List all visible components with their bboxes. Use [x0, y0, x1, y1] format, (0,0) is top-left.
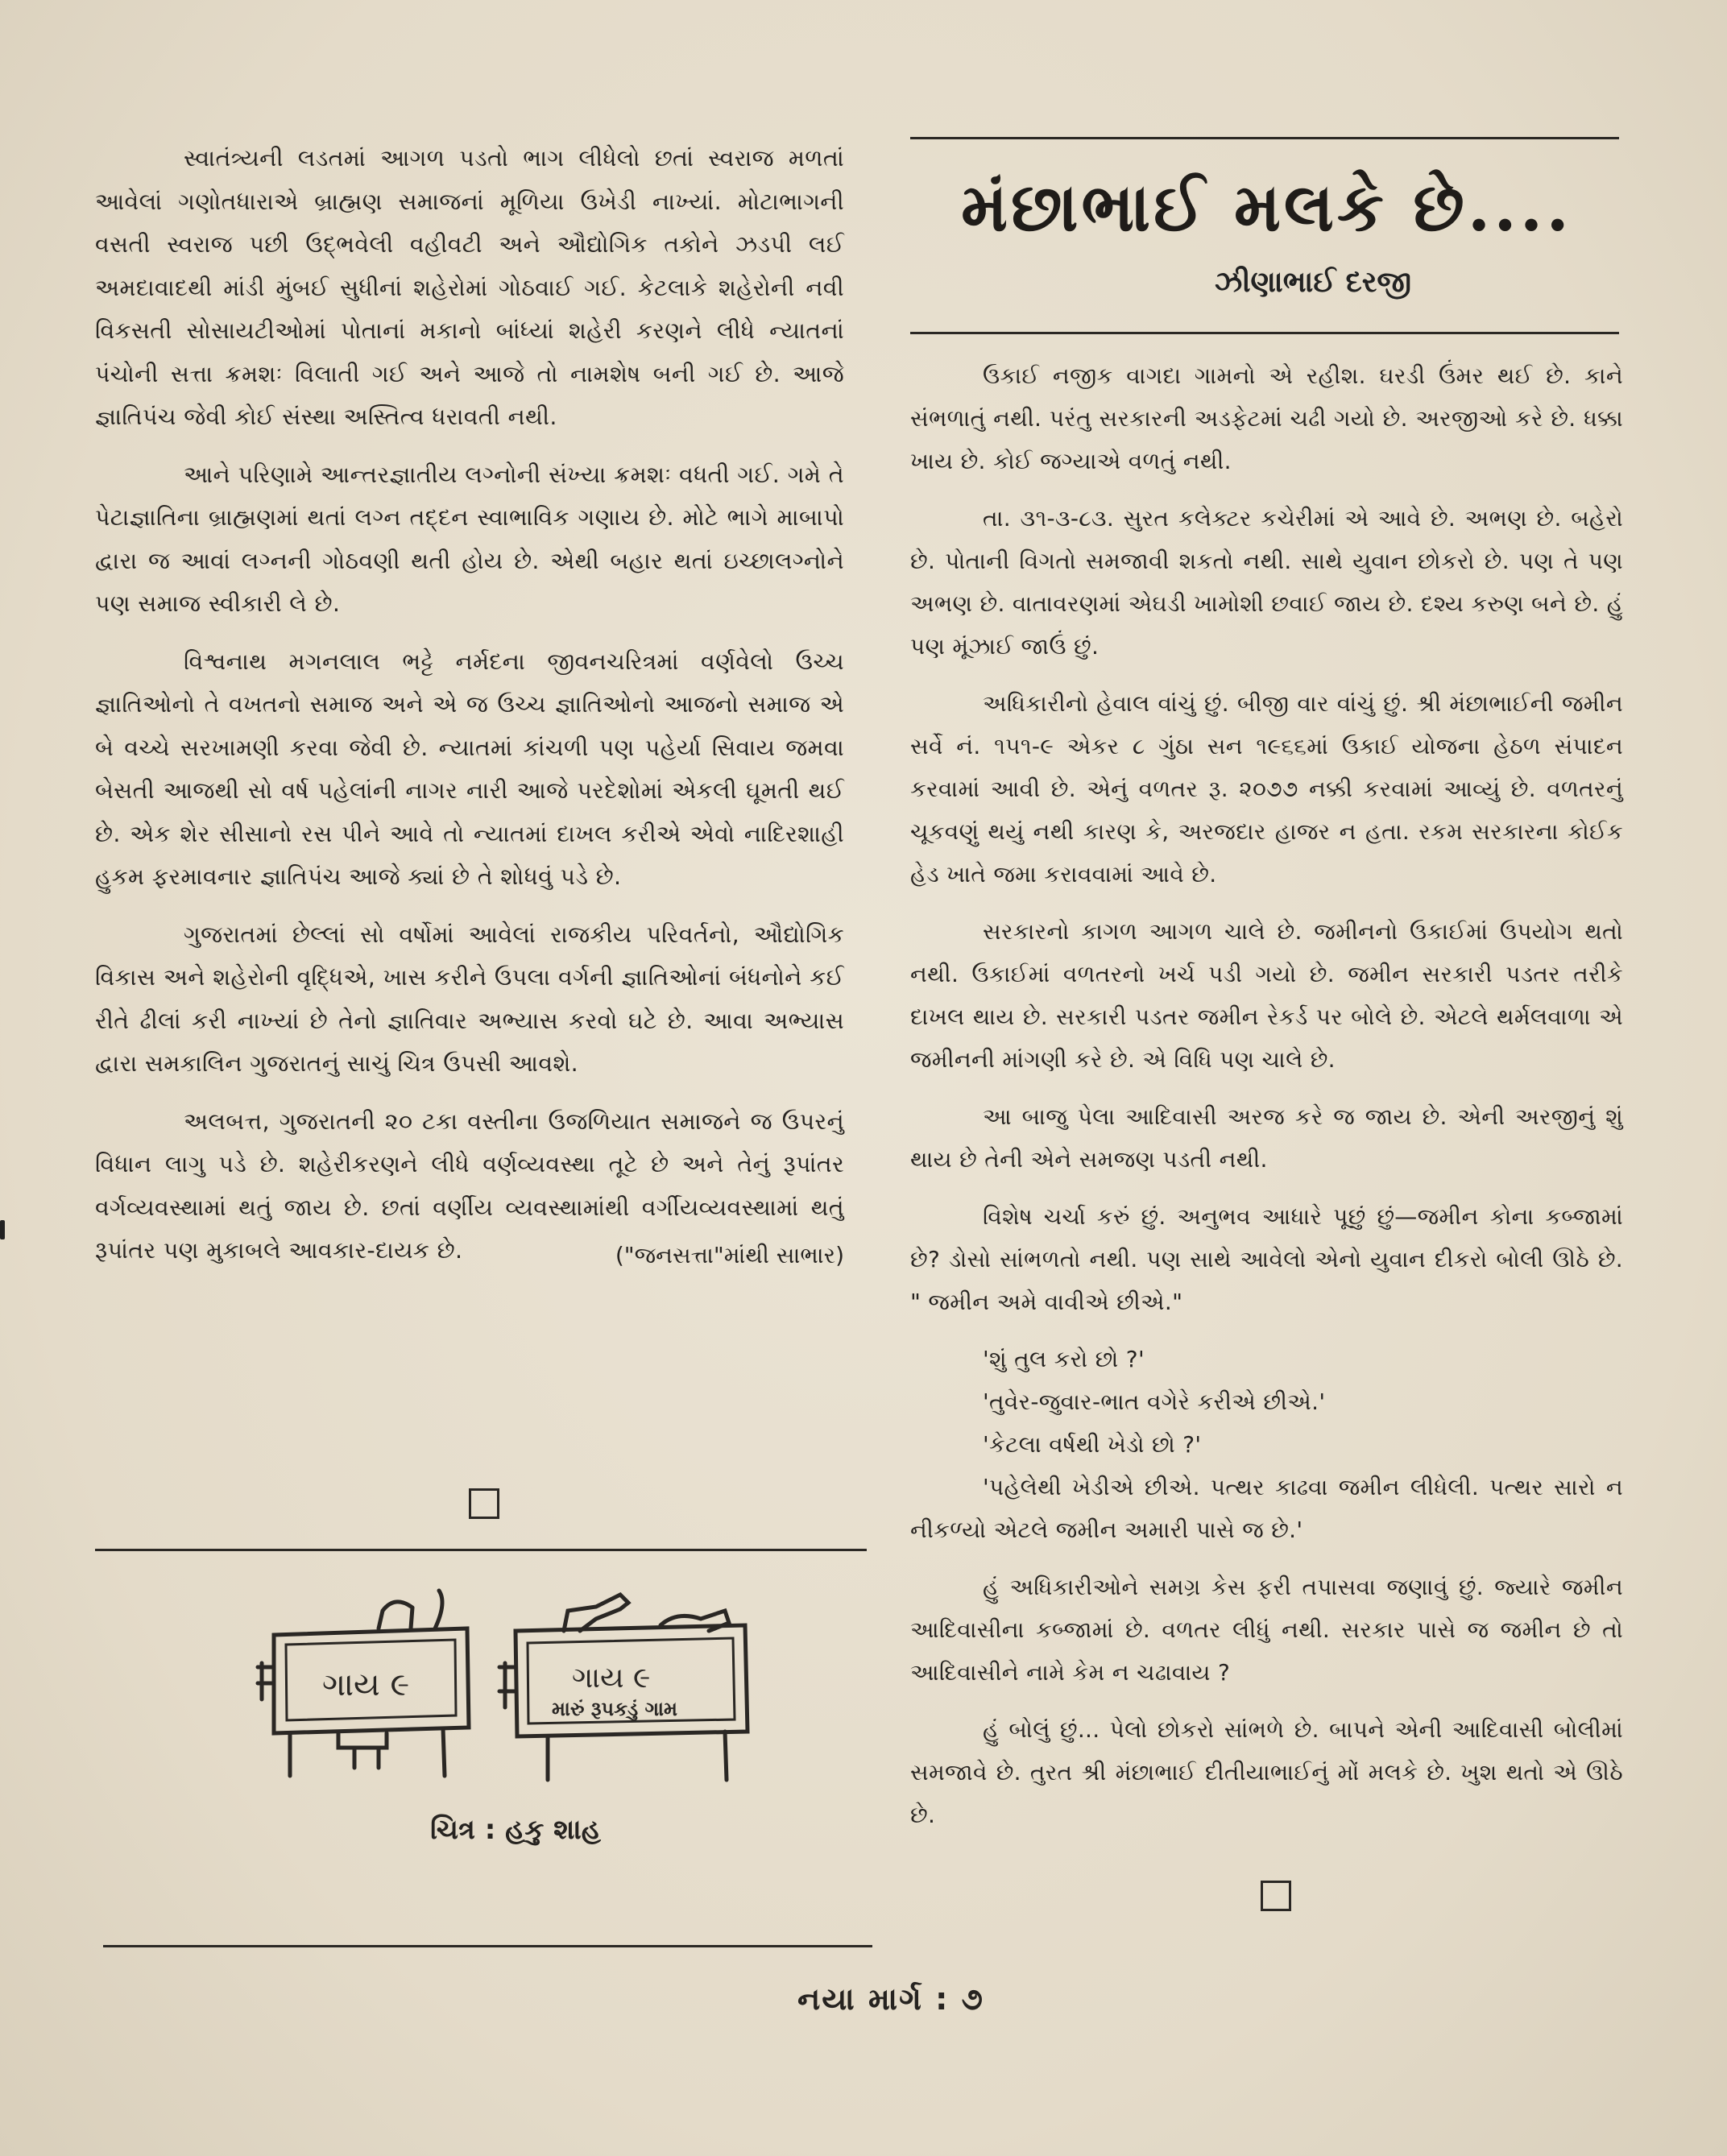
left-column — [95, 137, 844, 1277]
right-column — [910, 354, 1623, 1851]
right-paragraph-7: 'પહેલેથી ખેડીએ છીએ. પત્થર કાઢવા જમીન લીધેલી. પત્થર સારો ન નીકળ્યો એટલે જમીન અમારી પાસે જ છે.' — [910, 1474, 1623, 1543]
left-paragraph-2: આને પરિણામે આન્તરજ્ઞાતીય લગ્નોની સંખ્યા ક્રમશઃ વધતી ગઈ. ગમે તે પેટાજ્ઞાતિના બ્રાહ્મણમાં થતાં લગ્ન તદ્દન સ્વાભાવિક ગણાય છે. મોટે ભાગે માબાપો દ્વારા જ આવાં લગ્નની ગોઠવણી થતી હોય છે. એથી બહાર થતાં ઇચ્છાલગ્નોને પણ સમાજ સ્વીકારી લે છે. — [95, 461, 844, 617]
right-sign-subtext: મારું રૂપકડું ગામ — [552, 1698, 677, 1720]
right-paragraph-2: તા. ૩૧-૩-૮૩. સુરત કલેક્ટર કચેરીમાં એ આવે છે. અભણ છે. બહેરો છે. પોતાની વિગતો સમજાવી શકતો નથી. સાથે યુવાન છોકરો છે. પણ તે પણ અભણ છે. વાતાવરણમાં એઘડી ખામોશી છવાઈ જાય છે. દશ્ય કરુણ બને છે. હું પણ મૂંઝાઈ જાઉં છું. — [910, 505, 1623, 660]
right-sign-text: ગાય ૯ — [572, 1661, 651, 1695]
page-footer: નયા માર્ગ : ૭ — [797, 1981, 984, 2017]
right-end-box — [1261, 1881, 1291, 1911]
title-bottom-rule — [910, 332, 1619, 334]
left-paragraph-1: સ્વાતંત્ર્યની લડતમાં આગળ પડતો ભાગ લીધેલો છતાં સ્વરાજ મળતાં આવેલાં ગણોતધારાએ બ્રાહ્મણ સમાજનાં મૂળિયા ઉખેડી નાખ્યાં. મોટાભાગની વસતી સ્વરાજ પછી ઉદ્ભવેલી વહીવટી અને ઔદ્યોગિક તકોને ઝડપી લઈ અમદાવાદથી માંડી મુંબઈ સુધીનાં શહેરોમાં ગોઠવાઈ ગઈ. કેટલાકે શહેરોની નવી વિકસતી સોસાયટીઓમાં પોતાનાં મકાનો બાંધ્યાં શહેરી કરણને લીધે ન્યાતનાં પંચોની સત્તા ક્રમશઃ વિલાતી ગઈ અને આજે તો નામશેષ બની ગઈ છે. આજે જ્ઞાતિપંચ જેવી કોઈ સંસ્થા અસ્તિત્વ ધરાવતી નથી. — [95, 145, 844, 430]
illustration-caption: ચિત્ર : હકુ શાહ — [430, 1814, 601, 1846]
article-author: ઝીણાભાઈ દરજી — [1214, 266, 1412, 299]
right-paragraph-6: વિશેષ ચર્ચા કરું છું. અનુભવ આધારે પૂછું છું—જમીન કોના કબ્જામાં છે? ડોસો સાંભળતો નથી. પણ સાથે આવેલો એનો યુવાન દીકરો બોલી ઊઠે છે. " જમીન અમે વાવીએ છીએ." — [910, 1203, 1623, 1315]
left-sign-text: ગાય ૯ — [322, 1666, 410, 1703]
right-paragraph-9: હું બોલું છું... પેલો છોકરો સાંભળે છે. બાપને એની આદિવાસી બોલીમાં સમજાવે છે. તુરત શ્રી મંછાભાઈ દીતીયાભાઈનું મોં મલકે છે. ખુશ થતો એ ઊઠે છે. — [910, 1716, 1623, 1828]
right-paragraph-1: ઉકાઈ નજીક વાગદા ગામનો એ રહીશ. ઘરડી ઉંમર થઈ છે. કાને સંભળાતું નથી. પરંતુ સરકારની અડફેટમાં ચઢી ગયો છે. અરજીઓ કરે છે. ધક્કા ખાય છે. કોઈ જગ્યાએ વળતું નથી. — [910, 362, 1623, 474]
signboard-drawing — [242, 1587, 757, 1788]
dialogue-line-1: 'શું તુલ કરો છો ?' — [983, 1346, 1145, 1372]
right-paragraph-4: સરકારનો કાગળ આગળ ચાલે છે. જમીનનો ઉકાઈમાં ઉપયોગ થતો નથી. ઉકાઈમાં વળતરનો ખર્ચ પડી ગયો છે. જમીન સરકારી પડતર તરીકે દાખલ થાય છે. સરકારી પડતર જમીન રેકર્ડ પર બોલે છે. એટલે થર્મલવાળા એ જમીનની માંગણી કરે છે. એ વિધિ પણ ચાલે છે. — [910, 918, 1623, 1073]
source-credit: ("જનસત્તા"માંથી સાભાર) — [615, 1241, 844, 1268]
illustration-signboards — [242, 1587, 757, 1788]
left-paragraph-3: વિશ્વનાથ મગનલાલ ભટ્ટે નર્મદના જીવનચરિત્રમાં વર્ણવેલો ઉચ્ચ જ્ઞાતિઓનો તે વખતનો સમાજ અને એ જ ઉચ્ચ જ્ઞાતિઓનો આજનો સમાજ એ બે વચ્ચે સરખામણી કરવા જેવી છે. ન્યાતમાં કાંચળી પણ પહેર્યા સિવાય જમવા બેસતી આજથી સો વર્ષ પહેલાંની નાગર નારી આજે પરદેશોમાં એકલી ઘૂમતી થઈ છે. એક શેર સીસાનો રસ પીને આવે તો ન્યાતમાં દાખલ કરીએ એવો નાદિરશાહી હુકમ ફરમાવનાર જ્ઞાતિપંચ આજે ક્યાં છે તે શોધવું પડે છે. — [95, 648, 844, 890]
left-paragraph-4: ગુજરાતમાં છેલ્લાં સો વર્ષોમાં આવેલાં રાજકીય પરિવર્તનો, ઔદ્યોગિક વિકાસ અને શહેરોની વૃદ્ધિએ, ખાસ કરીને ઉપલા વર્ગની જ્ઞાતિઓનાં બંધનોને કઈ રીતે ઢીલાં કરી નાખ્યાં છે તેનો જ્ઞાતિવાર અભ્યાસ કરવો ઘટે છે. આવા અભ્યાસ દ્વારા સમકાલિન ગુજરાતનું સાચું ચિત્ર ઉપસી આવશે. — [95, 921, 844, 1077]
right-paragraph-8: હું અધિકારીઓને સમગ્ર કેસ ફરી તપાસવા જણાવું છું. જ્યારે જમીન આદિવાસીના કબ્જામાં છે. વળતર લીધું નથી. સરકાર પાસે જ જમીન છે તો આદિવાસીને નામે કેમ ન ચઢાવાય ? — [910, 1574, 1623, 1686]
left-divider-top — [95, 1549, 867, 1551]
dialogue-line-2: 'તુવેર-જુવાર-ભાત વગેરે કરીએ છીએ.' — [983, 1388, 1326, 1415]
margin-mark — [0, 1220, 5, 1239]
dialogue-line-3: 'કેટલા વર્ષથી ખેડો છો ?' — [983, 1431, 1202, 1458]
left-paragraph-5: અલબત્ત, ગુજરાતની ૨૦ ટકા વસ્તીના ઉજળિયાત સમાજને જ ઉપરનું વિધાન લાગુ પડે છે. શહેરીકરણને લીધે વર્ણવ્યવસ્થા તૂટે છે અને તેનું રૂપાંતર વર્ગવ્યવસ્થામાં થતું જાય છે. છતાં વર્ણીય વ્યવસ્થામાંથી વર્ગીયવ્યવસ્થામાં થતું રૂપાંતર પણ મુકાબલે આવકાર-દાયક છે. — [95, 1107, 844, 1264]
title-top-rule — [910, 137, 1619, 139]
right-paragraph-5: આ બાજુ પેલા આદિવાસી અરજ કરે જ જાય છે. એની અરજીનું શું થાય છે તેની એને સમજણ પડતી નથી. — [910, 1103, 1623, 1173]
left-divider-bottom — [103, 1945, 872, 1947]
right-paragraph-3: અધિકારીનો હેવાલ વાંચું છું. બીજી વાર વાંચું છું. શ્રી મંછાભાઈની જમીન સર્વે નં. ૧૫૧-૯ એકર ૮ ગુંઠા સન ૧૯૬૬માં ઉકાઈ યોજના હેઠળ સંપાદન કરવામાં આવી છે. એનું વળતર રૂ. ૨૦૭૭ નક્કી કરવામાં આવ્યું છે. વળતરનું ચૂકવણું થયું નથી કારણ કે, અરજદાર હાજર ન હતા. રકમ સરકારના કોઈક હેડ ખાતે જમા કરાવવામાં આવે છે. — [910, 690, 1623, 888]
article-title: મંછાભાઈ મલકે છે.... — [961, 169, 1572, 246]
left-end-box — [469, 1488, 499, 1519]
